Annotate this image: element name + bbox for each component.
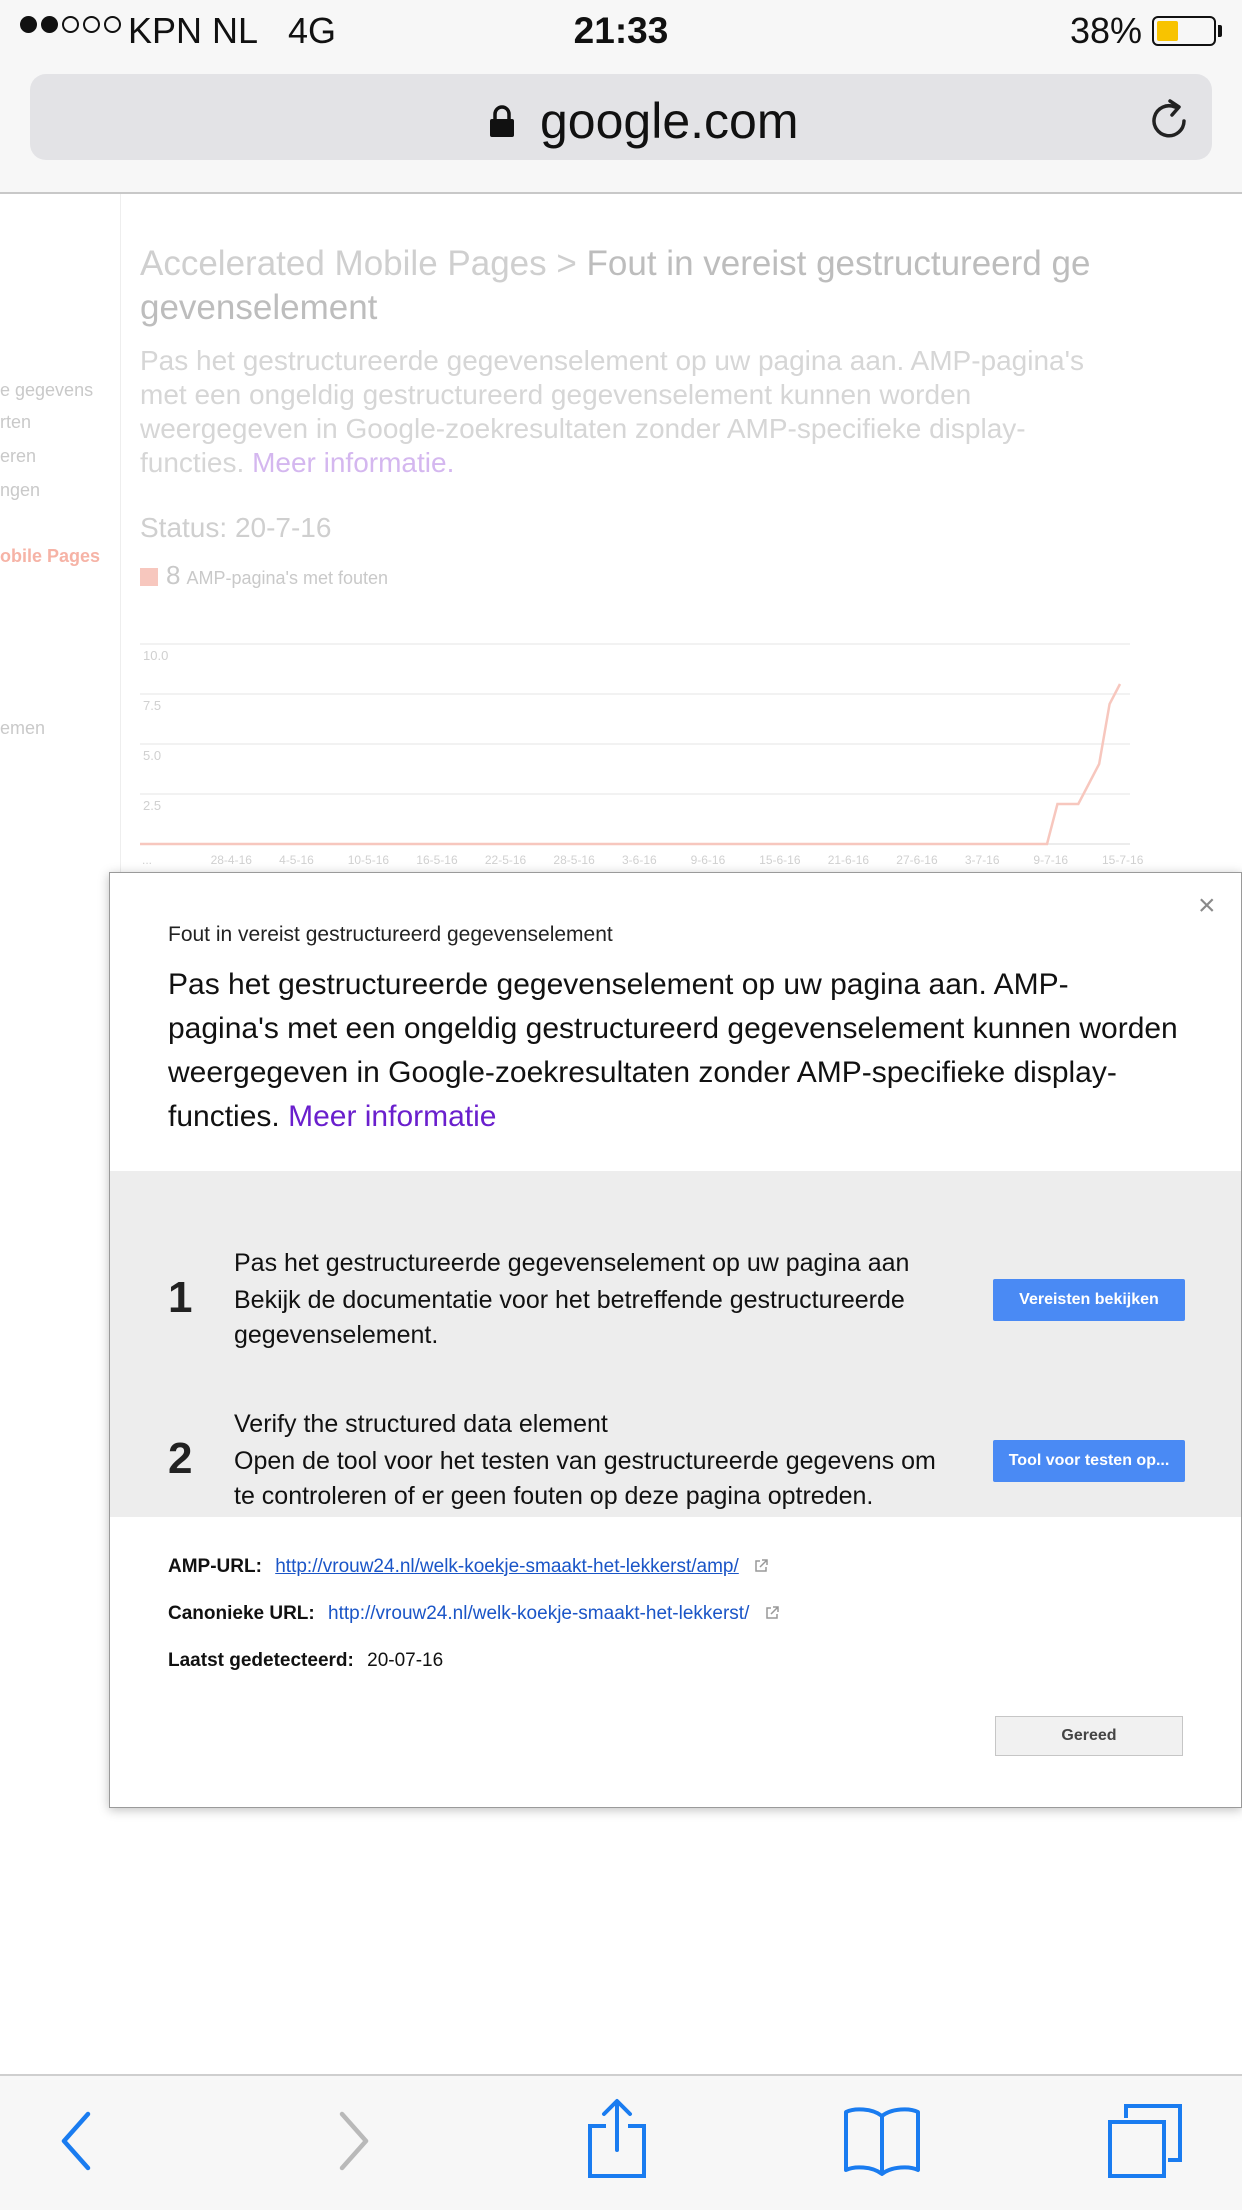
url-text[interactable]: google.com [540, 93, 799, 149]
x-tick-label: 15-7-16 [1102, 853, 1144, 867]
x-tick-label: 16-5-16 [416, 853, 458, 867]
x-tick-label: 22-5-16 [484, 853, 527, 867]
dialog-description [168, 963, 1178, 1139]
tabs-icon[interactable] [1106, 2102, 1184, 2180]
y-tick-label: 2.5 [143, 798, 162, 813]
sidebar-item[interactable]: ngen [0, 480, 41, 500]
x-tick-label: 21-6-16 [827, 853, 870, 867]
x-tick-label: 15-6-16 [759, 853, 801, 867]
step-heading: Pas het gestructureerde gegevenselement op uw pagina aan [234, 1249, 910, 1277]
step-body: Open de tool voor het testen van gestructureerde gegevens om te controleren of er geen fouten op deze pagina optreden. [234, 1447, 936, 1510]
chart-legend [140, 560, 388, 591]
clock: 21:33 [573, 10, 669, 51]
reload-icon[interactable] [1146, 98, 1192, 144]
legend-label: AMP-pagina's met fouten [186, 568, 389, 588]
amp-url-row [168, 1556, 768, 1578]
issue-details-dialog [109, 872, 1242, 1808]
status-bar [0, 0, 1242, 62]
learn-more-link[interactable]: Meer informatie. [252, 447, 455, 478]
x-tick-label: 27-6-16 [896, 853, 938, 867]
breadcrumb-separator: > [556, 244, 577, 283]
last-detected-row [168, 1650, 443, 1672]
canonical-url-label: Canonieke URL: [168, 1603, 315, 1624]
external-link-icon[interactable] [765, 1606, 779, 1620]
dialog-description-text: Pas het gestructureerde gegevenselement op uw pagina aan. AMP-pagina's met een ongeldig gestructureerd gegevenselement kunnen worden weergegeven in Google-zoekresultaten zonder AMP-specifieke display-functies. [168, 968, 1178, 1133]
x-tick-label: 3-7-16 [964, 853, 1000, 867]
sidebar-item[interactable]: emen [0, 718, 46, 738]
status-date: Status: 20-7-16 [140, 512, 332, 543]
amp-url-label: AMP-URL: [168, 1556, 262, 1577]
browser-chrome [0, 62, 1242, 194]
close-icon[interactable]: × [1198, 889, 1216, 922]
sidebar-item[interactable]: rten [0, 412, 32, 432]
lock-icon [488, 104, 516, 138]
view-requirements-button[interactable]: Vereisten bekijken [993, 1279, 1185, 1321]
address-bar[interactable] [30, 74, 1212, 160]
x-tick-label: ... [142, 853, 153, 867]
y-tick-label: 7.5 [143, 698, 162, 713]
breadcrumb [140, 242, 1140, 330]
battery-percentage: 38% [1070, 10, 1143, 51]
x-tick-label: 9-7-16 [1033, 853, 1069, 867]
battery-icon [1152, 16, 1216, 46]
bookmarks-icon[interactable] [842, 2104, 922, 2176]
breadcrumb-parent[interactable]: Accelerated Mobile Pages [140, 244, 547, 283]
x-tick-label: 9-6-16 [690, 853, 726, 867]
page-description [140, 344, 1120, 480]
y-tick-label: 5.0 [143, 748, 162, 763]
forward-icon[interactable] [330, 2106, 374, 2176]
battery-tip [1218, 25, 1222, 37]
canonical-url-link[interactable]: http://vrouw24.nl/welk-koekje-smaakt-het-lekkerst/ [328, 1603, 750, 1624]
y-tick-label: 10.0 [143, 648, 169, 663]
sidebar-item[interactable]: eren [0, 446, 37, 466]
external-link-icon[interactable] [754, 1559, 768, 1573]
dialog-title: Fout in vereist gestructureerd gegevenselement [168, 923, 613, 946]
step-1 [110, 1207, 1241, 1357]
canonical-url-row [168, 1603, 779, 1625]
steps-panel [110, 1171, 1241, 1517]
sidebar-item[interactable]: e gegevens [0, 380, 94, 400]
carrier-name: KPN NL [128, 10, 259, 51]
page-description-text: Pas het gestructureerde gegevenselement op uw pagina aan. AMP-pagina's met een ongeldig gestructureerd gegevenselement kunnen worden weergegeven in Google-zoekresultaten zonder AMP-specifieke display-functies. [140, 345, 1084, 478]
share-icon[interactable] [586, 2098, 648, 2180]
network-type: 4G [288, 10, 337, 51]
step-number: 1 [168, 1273, 193, 1322]
done-button[interactable]: Gereed [995, 1716, 1183, 1756]
sidebar [0, 194, 121, 894]
step-number: 2 [168, 1434, 193, 1483]
x-tick-label: 3-6-16 [622, 853, 657, 867]
sidebar-item-amp[interactable]: obile Pages [0, 546, 101, 566]
browser-toolbar [0, 2074, 1242, 2210]
step-body: Bekijk de documentatie voor het betreffende gestructureerde gegevenselement. [234, 1286, 905, 1349]
back-icon[interactable] [56, 2106, 100, 2176]
x-tick-label: 4-5-16 [279, 853, 314, 867]
last-detected-value: 20-07-16 [367, 1650, 444, 1671]
series-line [140, 684, 1120, 844]
amp-url-link[interactable]: http://vrouw24.nl/welk-koekje-smaakt-het-lekkerst/amp/ [275, 1556, 739, 1577]
legend-count: 8 [166, 560, 181, 590]
legend-swatch [140, 568, 158, 586]
learn-more-link[interactable]: Meer informatie [288, 1100, 497, 1133]
step-heading: Verify the structured data element [234, 1410, 608, 1438]
x-tick-label: 10-5-16 [347, 853, 390, 867]
x-tick-label: 28-4-16 [210, 853, 252, 867]
last-detected-label: Laatst gedetecteerd: [168, 1650, 354, 1671]
breadcrumb-current: Fout in vereist gestructureerd ge gevenselement [140, 244, 1091, 327]
x-tick-label: 28-5-16 [553, 853, 595, 867]
testing-tool-button[interactable]: Tool voor testen op... [993, 1440, 1185, 1482]
errors-line-chart [130, 634, 1150, 874]
step-2 [110, 1368, 1241, 1518]
